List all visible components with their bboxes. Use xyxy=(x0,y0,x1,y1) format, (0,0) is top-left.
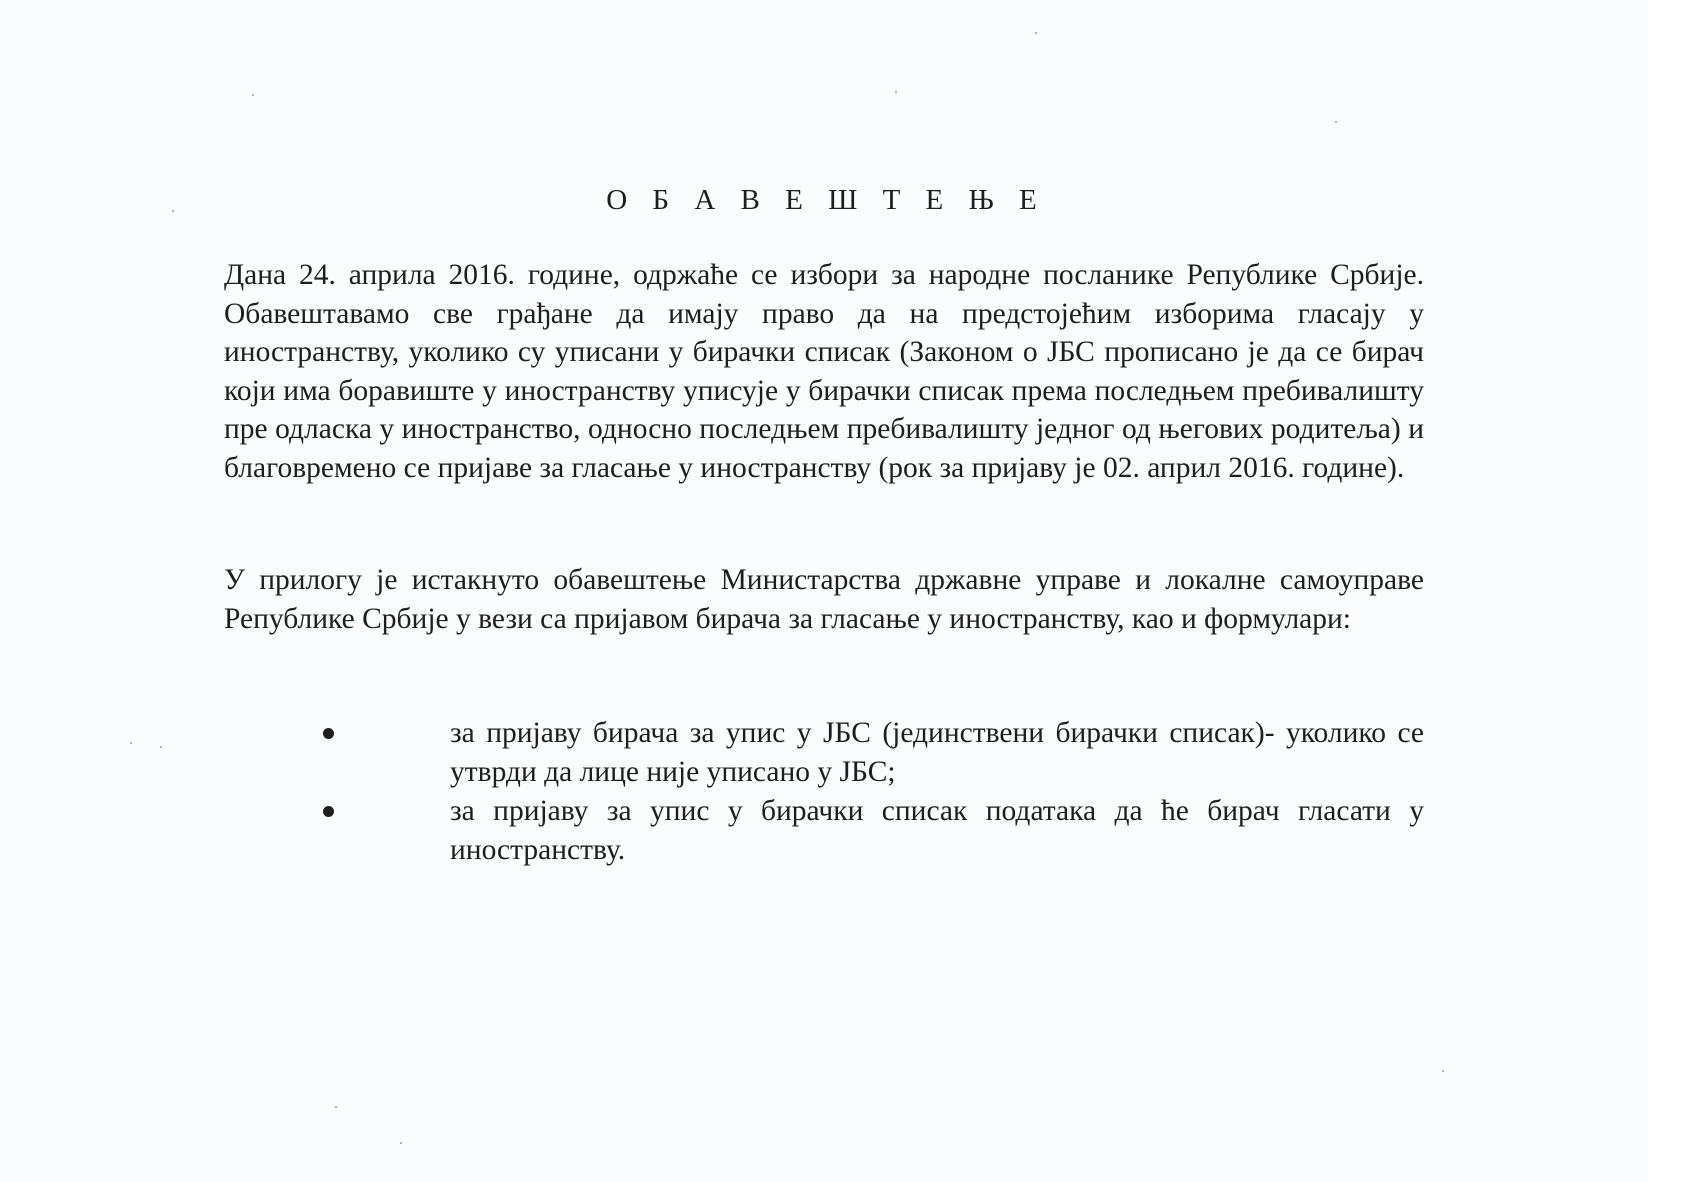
list-item xyxy=(224,792,1424,869)
bullet-icon xyxy=(323,806,334,817)
scan-speck xyxy=(1335,121,1337,123)
scan-speck xyxy=(400,1142,402,1144)
list-item xyxy=(224,714,1424,791)
scan-speck xyxy=(252,94,254,96)
scan-speck xyxy=(895,91,897,93)
list-item-text: за пријаву бирача за упис у ЈБС (јединствени бирачки списак)- уколико се утврди да лице није уписано у ЈБС; xyxy=(450,717,1424,788)
scan-speck xyxy=(1035,32,1037,34)
paragraph-elections: Дана 24. априла 2016. године, одржаће се избори за народне посланике Републике Србије. Обавештавамо све грађане да имају право да на предстојећим изборима гласају у иностранству, уколико су уписани у бирачки списак (Законом о ЈБС прописано је да се бирач који има боравиште у иностранству уписује у бирачки списак према последњем пребивалишту пре одласка у иностранство, односно последњем пребивалишту једног од његових родитеља) и благовремено се пријаве за гласање у иностранству (рок за пријаву је 02. април 2016. године). xyxy=(224,259,1424,484)
list-item-text: за пријаву за упис у бирачки списак података да ће бирач гласати у иностранству. xyxy=(450,795,1424,866)
forms-list xyxy=(224,714,1424,870)
scan-margin xyxy=(1648,0,1700,1182)
scan-speck xyxy=(1442,1070,1444,1072)
scan-speck xyxy=(160,746,162,748)
document-title: О Б А В Е Ш Т Е Њ Е xyxy=(606,184,1046,216)
scan-speck xyxy=(130,742,132,744)
paragraph-attachment: У прилогу је истакнуто обавештење Министарства државне управе и локалне самоуправе Републике Србије у вези са пријавом бирача за гласање у иностранству, као и формулари: xyxy=(224,564,1424,635)
scan-speck xyxy=(335,1106,337,1108)
bullet-icon xyxy=(323,728,334,739)
